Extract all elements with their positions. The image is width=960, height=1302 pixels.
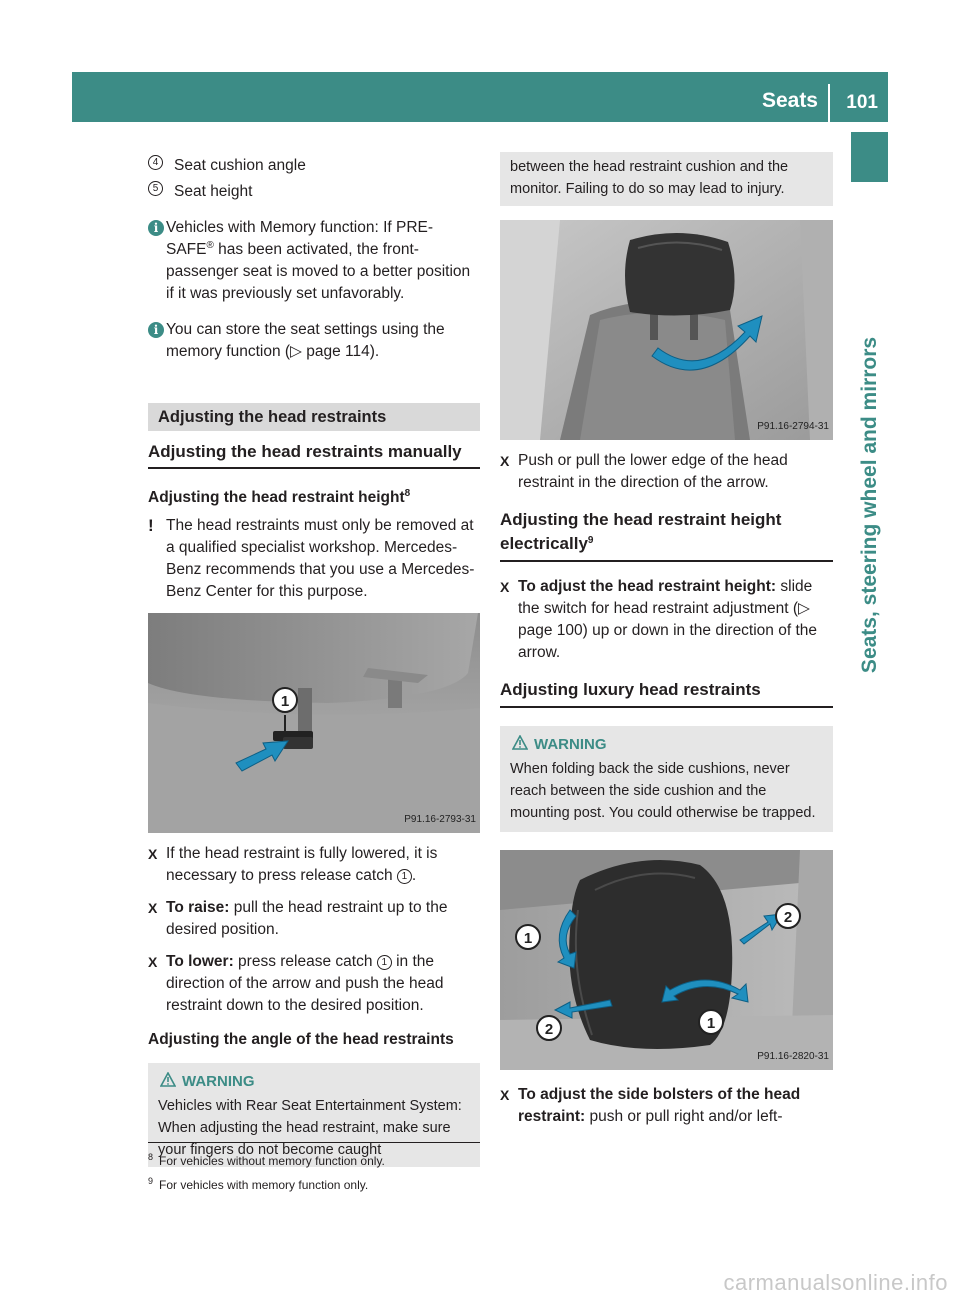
section-heading: Adjusting the head restraints xyxy=(148,403,480,431)
step-text: slide the switch for head restraint adjustment (▷ page 100) up or down in the direction of the arrow. xyxy=(518,578,818,661)
step-text: pull the head restraint up to the desired position. xyxy=(166,899,448,938)
subsection-heading xyxy=(500,508,833,562)
footnote-text: For vehicles with memory function only. xyxy=(159,1178,369,1192)
caution-note xyxy=(148,515,480,603)
callout-number: 4 xyxy=(148,155,163,170)
warning-title xyxy=(510,734,823,756)
footnote xyxy=(148,1147,480,1171)
x-marker-icon: X xyxy=(500,579,510,595)
page-header-bar xyxy=(72,72,888,122)
registered-mark: ® xyxy=(206,240,214,251)
photo-code: P91.16-2820-31 xyxy=(757,1051,829,1062)
photo-illustration xyxy=(148,613,480,833)
step-label: To adjust the head restraint height: xyxy=(518,578,777,595)
warning-triangle-icon xyxy=(160,1072,176,1087)
warning-text: When folding back the side cushions, never reach between the side cushion and the mounting post. You could otherwise be trapped. xyxy=(510,761,816,821)
step-text: Push or pull the lower edge of the head restraint in the direction of the arrow. xyxy=(518,452,788,491)
chapter-label: Seats, steering wheel and mirrors xyxy=(858,336,881,674)
head-restraint-release-photo xyxy=(148,613,480,833)
photo-code: P91.16-2794-31 xyxy=(757,421,829,432)
x-marker-icon: X xyxy=(148,846,158,862)
warning-text: between the head restraint cushion and the monitor. Failing to do so may lead to injury. xyxy=(510,159,789,197)
photo-code: P91.16-2793-31 xyxy=(404,814,476,825)
callout-number: 1 xyxy=(397,869,412,884)
warning-title-text: WARNING xyxy=(534,736,607,753)
photo-illustration xyxy=(500,850,833,1070)
warning-title xyxy=(158,1071,470,1093)
topic-heading xyxy=(148,487,480,509)
instruction-step xyxy=(148,951,480,1017)
photo-callout: 2 xyxy=(544,1021,554,1038)
list-item xyxy=(148,181,480,203)
step-text: press release catch xyxy=(233,953,377,970)
x-marker-icon: X xyxy=(500,1087,510,1103)
x-marker-icon: X xyxy=(148,954,158,970)
header-divider xyxy=(828,84,830,122)
luxury-head-restraint-photo xyxy=(500,850,833,1070)
warning-box xyxy=(500,726,833,832)
list-item xyxy=(148,155,480,177)
page-number: 101 xyxy=(846,92,878,113)
step-label: To raise: xyxy=(166,899,230,916)
callout-number: 5 xyxy=(148,181,163,196)
callout-number: 1 xyxy=(377,955,392,970)
note-text-cont: has been activated, the front-passenger seat is moved to a better position if it was previously set unfavorably. xyxy=(166,241,471,302)
chapter-label-container xyxy=(852,200,888,810)
watermark: carmanualsonline.info xyxy=(723,1270,948,1295)
info-icon: i xyxy=(148,322,164,338)
step-text: If the head restraint is fully lowered, it is necessary to press release catch xyxy=(166,845,438,884)
instruction-step xyxy=(500,576,833,664)
note-text: Vehicles with Memory function: If PRE-SAFE xyxy=(166,219,434,258)
photo-callout: 1 xyxy=(706,1015,716,1032)
info-icon: i xyxy=(148,220,164,236)
step-text: push or pull right and/or left- xyxy=(585,1108,783,1125)
subsection-heading-text: Adjusting the head restraint height electrically xyxy=(500,510,782,553)
list-item-text: Seat cushion angle xyxy=(174,157,306,174)
info-note xyxy=(148,319,480,363)
warning-box-continued xyxy=(500,152,833,206)
right-column xyxy=(500,152,833,1128)
warning-text: Vehicles with Rear Seat Entertainment System: When adjusting the head restraint, make sure your fingers do not become caught xyxy=(158,1098,462,1158)
instruction-step xyxy=(148,843,480,887)
instruction-step xyxy=(148,897,480,941)
warning-title-text: WARNING xyxy=(182,1073,255,1090)
footnote-ref: 9 xyxy=(587,535,594,546)
topic-heading: Adjusting the angle of the head restraints xyxy=(148,1031,454,1048)
left-column xyxy=(148,155,480,1167)
photo-callout: 1 xyxy=(280,693,290,710)
x-marker-icon: X xyxy=(500,453,510,469)
head-restraint-angle-photo xyxy=(500,220,833,440)
footnote-ref: 8 xyxy=(404,488,411,499)
list-item-text: Seat height xyxy=(174,183,253,200)
note-text: You can store the seat settings using the memory function (▷ page 114). xyxy=(166,321,445,360)
topic-heading-text: Adjusting the head restraint height xyxy=(148,489,405,506)
photo-callout: 1 xyxy=(523,930,533,947)
step-label: To lower: xyxy=(166,953,234,970)
caution-text: The head restraints must only be removed at a qualified specialist workshop. Mercedes-Benz recommends that you use a Mercedes-Benz Center for this purpose. xyxy=(166,517,475,600)
footnote-number: 9 xyxy=(148,1176,154,1186)
caution-icon: ! xyxy=(148,516,154,535)
warning-triangle-icon xyxy=(512,735,528,750)
step-text-end: in the direction of the arrow and push the head restraint down to the desired position. xyxy=(166,953,444,1014)
subsection-heading: Adjusting luxury head restraints xyxy=(500,678,833,708)
step-label: To adjust the side bolsters of the head restraint: xyxy=(518,1086,801,1125)
subsection-heading: Adjusting the head restraints manually xyxy=(148,441,480,469)
step-text-end: . xyxy=(411,867,417,884)
footnote xyxy=(148,1171,480,1195)
instruction-step xyxy=(500,450,833,494)
section-title: Seats xyxy=(761,89,818,112)
footnotes xyxy=(148,1142,480,1195)
instruction-step xyxy=(500,1084,833,1128)
photo-callout: 2 xyxy=(783,909,793,926)
info-note xyxy=(148,217,480,305)
footnote-number: 8 xyxy=(148,1152,154,1162)
photo-illustration xyxy=(500,220,833,440)
footnote-text: For vehicles without memory function only. xyxy=(159,1154,385,1168)
x-marker-icon: X xyxy=(148,900,158,916)
chapter-tab xyxy=(851,132,888,182)
